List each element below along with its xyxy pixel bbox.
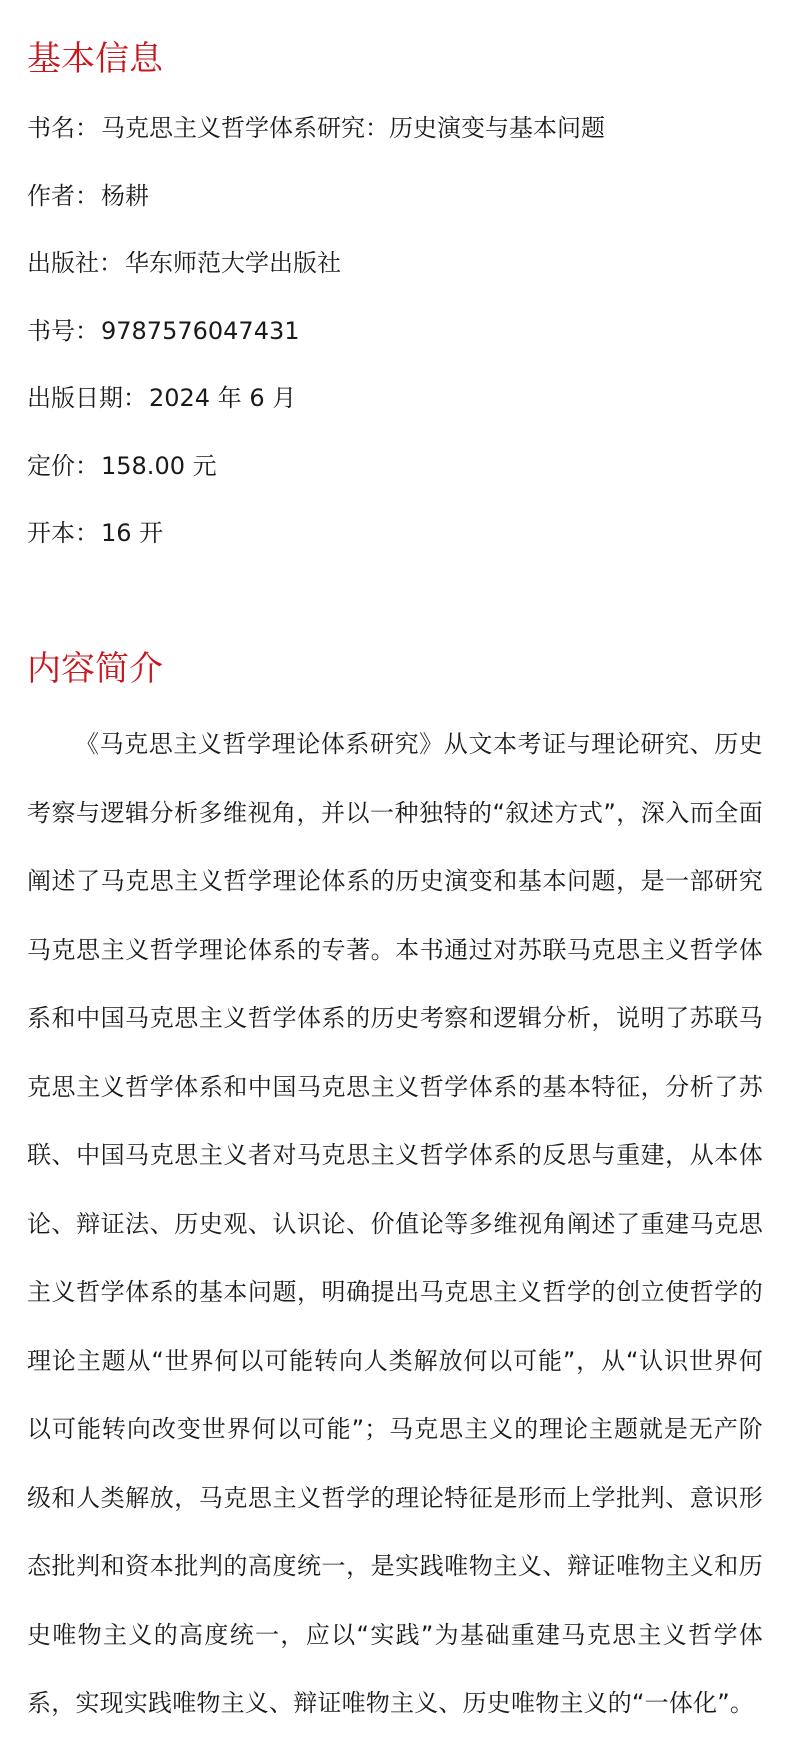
info-row-isbn: 书号：9787576047431 [27, 316, 300, 345]
info-label: 书号 [27, 316, 75, 345]
info-value: 杨耕 [101, 181, 149, 210]
info-value: 马克思主义哲学体系研究：历史演变与基本问题 [101, 114, 605, 142]
info-label: 书名 [27, 114, 75, 142]
info-value: 158.00 元 [101, 451, 217, 480]
info-row-publisher: 出版社：华东师范大学出版社 [27, 249, 341, 277]
basic-info-heading: 基本信息 [27, 39, 163, 79]
info-label: 出版社 [27, 249, 99, 277]
info-row-format: 开本：16 开 [27, 519, 164, 547]
basic-info-list [27, 113, 605, 586]
info-label: 开本 [27, 519, 75, 547]
intro-heading: 内容简介 [27, 649, 163, 689]
info-value: 华东师范大学出版社 [125, 249, 341, 277]
info-row-title: 书名：马克思主义哲学体系研究：历史演变与基本问题 [27, 114, 605, 142]
info-label: 出版日期 [27, 384, 123, 412]
info-row-pub-date: 出版日期：2024 年 6 月 [27, 384, 297, 412]
info-value: 16 开 [101, 519, 164, 547]
info-value: 9787576047431 [101, 316, 300, 345]
info-label: 作者 [27, 181, 75, 210]
info-row-price: 定价：158.00 元 [27, 451, 217, 480]
info-row-author: 作者：杨耕 [27, 181, 149, 210]
info-value: 2024 年 6 月 [149, 384, 297, 412]
intro-paragraph: 《马克思主义哲学理论体系研究》从文本考证与理论研究、历史考察与逻辑分析多维视角，并以一种独特的“叙述方式”，深入而全面阐述了马克思主义哲学理论体系的历史演变和基本问题，是一部研究马克思主义哲学理论体系的专著。本书通过对苏联马克思主义哲学体系和中国马克思主义哲学体系的历史考察和逻辑分析，说明了苏联马克思主义哲学体系和中国马克思主义哲学体系的基本特征，分析了苏联、中国马克思主义者对马克思主义哲学体系的反思与重建，从本体论、辩证法、历史观、认识论、价值论等多维视角阐述了重建马克思主义哲学体系的基本问题，明确提出马克思主义哲学的创立使哲学的理论主题从“世界何以可能转向人类解放何以可能”，从“认识世界何以可能转向改变世界何以可能”；马克思主义的理论主题就是无产阶级和人类解放，马克思主义哲学的理论特征是形而上学批判、意识形态批判和资本批判的高度统一，是实践唯物主义、辩证唯物主义和历史唯物主义的高度统一，应以“实践”为基础重建马克思主义哲学体系，实现实践唯物主义、辩证唯物主义、历史唯物主义的“一体化”。 [27, 730, 763, 1717]
info-label: 定价 [27, 451, 75, 480]
